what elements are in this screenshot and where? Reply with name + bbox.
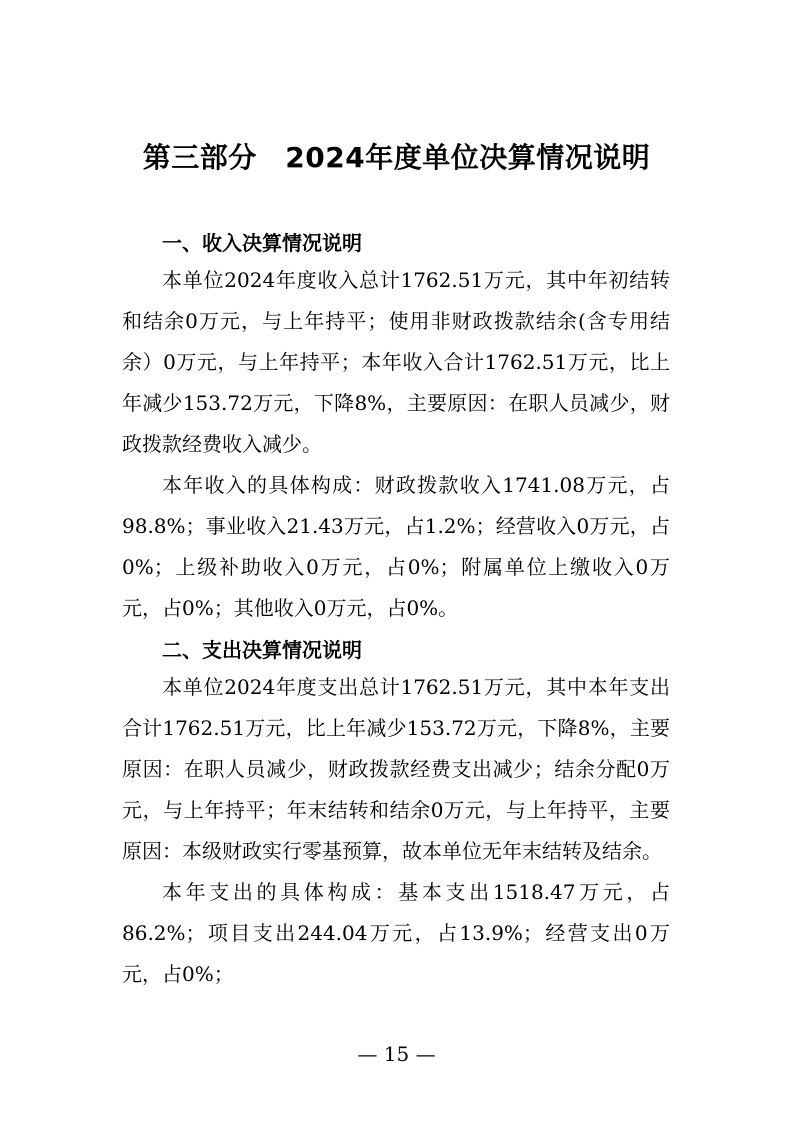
income-section [122,226,670,629]
page-number: — 15 — [357,1042,436,1066]
document-body [122,226,670,995]
income-paragraph-1: 本单位2024年度收入总计1762.51万元，其中年初结转和结余0万元，与上年持平；使用非财政拨款结余(含专用结余）0万元，与上年持平；本年收入合计1762.51万元，比上年减少153.72万元，下降8%，主要原因：在职人员减少，财政拨款经费收入减少。 [122,268,670,456]
expenditure-paragraph-2: 本年支出的具体构成：基本支出1518.47万元，占86.2%；项目支出244.04万元，占13.9%；经营支出0万元，占0%； [122,880,670,986]
section-heading-expenditure: 二、支出决算情况说明 [162,638,362,662]
page-title: 第三部分 2024年度单位决算情况说明 [142,141,651,174]
income-paragraph-2: 本年收入的具体构成：财政拨款收入1741.08万元，占98.8%；事业收入21.43万元，占1.2%；经营收入0万元，占0%；上级补助收入0万元，占0%；附属单位上缴收入0万元，占0%；其他收入0万元，占0%。 [122,473,670,620]
section-heading-income: 一、收入决算情况说明 [162,231,362,255]
expenditure-paragraph-1: 本单位2024年度支出总计1762.51万元，其中本年支出合计1762.51万元，比上年减少153.72万元，下降8%，主要原因：在职人员减少，财政拨款经费支出减少；结余分配0万元，与上年持平；年末结转和结余0万元，与上年持平，主要原因：本级财政实行零基预算，故本单位无年末结转及结余。 [122,675,670,863]
expenditure-section [122,633,670,995]
